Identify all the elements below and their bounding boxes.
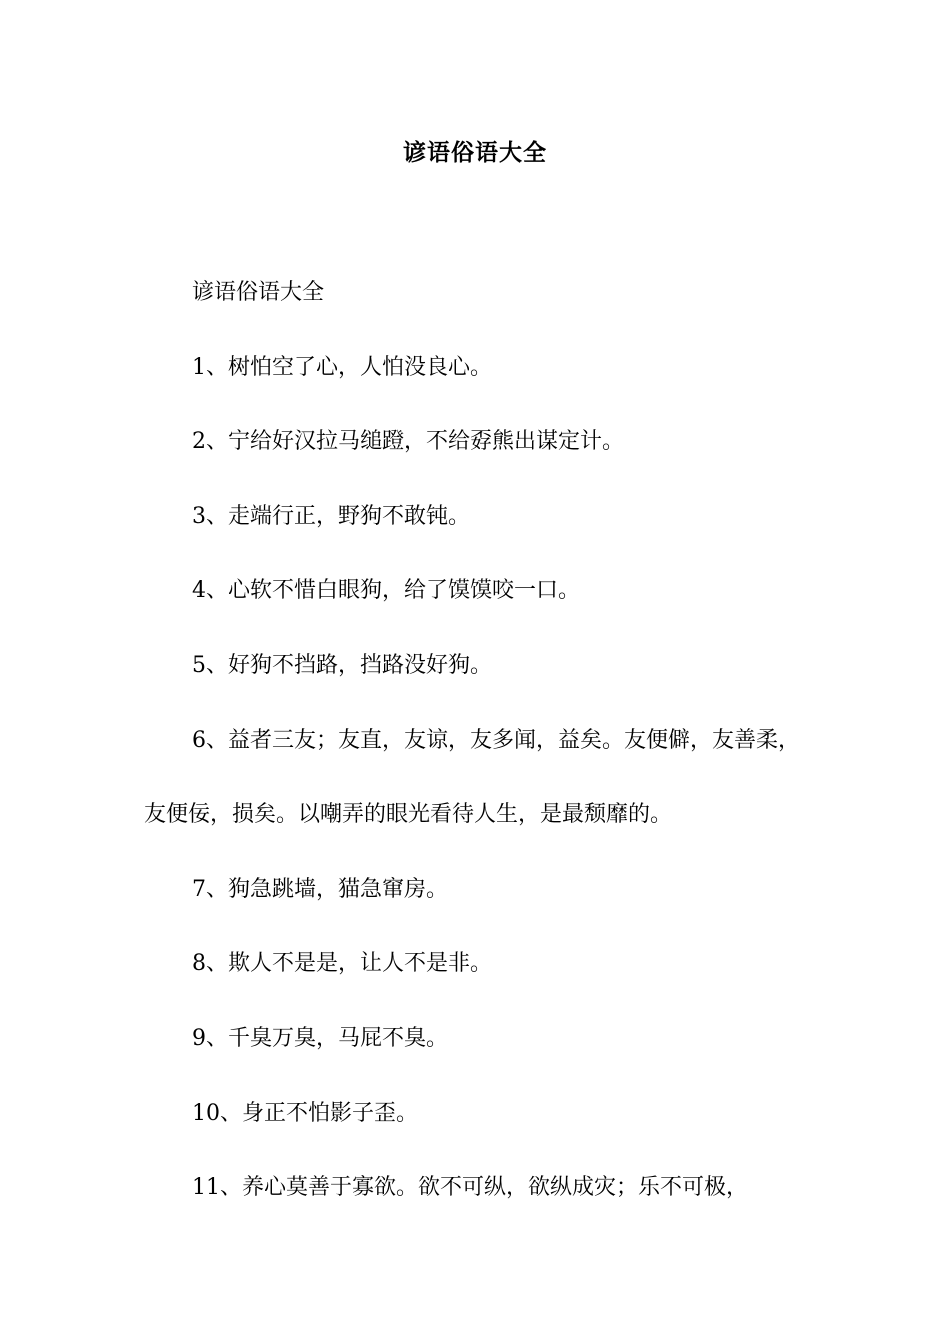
paragraph-proverb-2: 2、宁给好汉拉马缒蹬，不给孬熊出谋定计。 bbox=[192, 429, 624, 455]
paragraph-proverb-11: 11、养心莫善于寡欲。欲不可纵，欲纵成灾；乐不可极， bbox=[192, 1175, 748, 1201]
paragraph-heading: 谚语俗语大全 bbox=[192, 280, 325, 305]
paragraph-proverb-3: 3、走端行正，野狗不敢钝。 bbox=[192, 503, 470, 529]
paragraph-proverb-7: 7、狗急跳墙，猫急窜房。 bbox=[192, 876, 448, 902]
paragraph-proverb-8: 8、欺人不是是，让人不是非。 bbox=[192, 951, 492, 977]
paragraph-proverb-6: 6、益者三友；友直，友谅，友多闻，益矣。友便僻，友善柔，友便佞，损矣。以嘲弄的眼光看待人生，是最颓靡的。 bbox=[144, 727, 800, 828]
document-body bbox=[144, 256, 808, 1226]
paragraph-proverb-4: 4、心软不惜白眼狗，给了馍馍咬一口。 bbox=[192, 578, 580, 604]
paragraph-proverb-5: 5、好狗不挡路，挡路没好狗。 bbox=[192, 652, 492, 678]
document-title: 谚语俗语大全 bbox=[403, 139, 547, 166]
paragraph-proverb-9: 9、千臭万臭，马屁不臭。 bbox=[192, 1025, 448, 1051]
paragraph-proverb-10: 10、身正不怕影子歪。 bbox=[192, 1100, 418, 1126]
paragraph-proverb-1: 1、树怕空了心，人怕没良心。 bbox=[192, 354, 492, 380]
